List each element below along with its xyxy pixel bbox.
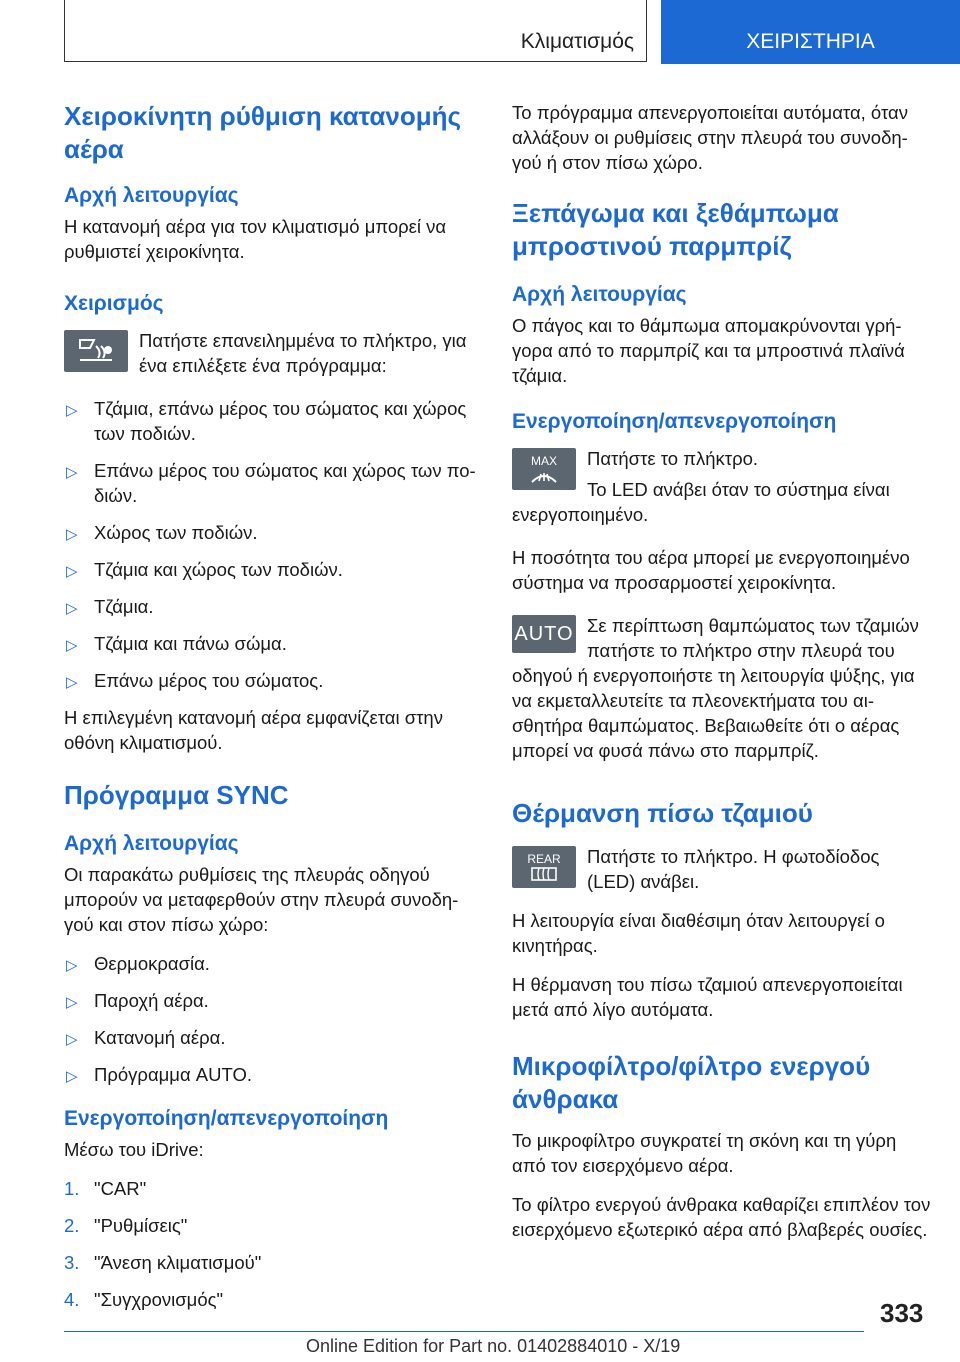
header-chapter-label: ΧΕΙΡΙΣΤΗΡΙΑ: [746, 30, 875, 53]
max-row: [512, 446, 932, 533]
text-operation: Πατήστε επανειλημμένα το πλήκτρο, για ένα επιλέξετε ένα πρόγραμμα:: [139, 330, 467, 376]
text-engine: Η λειτουργία είναι διαθέσιμη όταν λειτουργεί ο κινητήρας.: [512, 910, 885, 956]
list-item: 1. "CAR": [64, 1178, 147, 1199]
page-number: 333: [880, 1298, 924, 1328]
text-principle: Η κατανομή αέρα για τον κλιματισμό μπορεί να ρυθμιστεί χειροκίνητα.: [64, 216, 447, 262]
list-item: 3. "Άνεση κλιματισμού": [64, 1252, 262, 1273]
triangle-bullet-icon: ▷: [66, 674, 78, 691]
list-item: ▷ Πρόγραμμα AUTO.: [64, 1062, 484, 1087]
heading-operation: Χειρισμός: [64, 292, 164, 315]
header-box: [64, 0, 647, 62]
list-item: 2. "Ρυθμίσεις": [64, 1215, 188, 1236]
air-distribution-button-icon: [64, 330, 128, 372]
text-rear-press: Πατήστε το πλήκτρο. Η φωτοδίοδος (LED) ανάβει.: [587, 846, 880, 892]
list-item: ▷ Επάνω μέρος του σώματος και χώρος των πο-διών.: [66, 460, 476, 506]
triangle-bullet-icon: ▷: [66, 464, 78, 481]
list-item: ▷ Τζάμια και πάνω σώμα.: [64, 631, 484, 656]
list-item: ▷ Θερμοκρασία.: [64, 951, 484, 976]
rear-row: [512, 844, 932, 900]
max-defrost-button-icon: [512, 448, 576, 490]
text-press-button: Πατήστε το πλήκτρο.: [587, 448, 759, 469]
steps-list: [64, 1176, 484, 1312]
rear-heating-button-icon: [512, 846, 576, 888]
triangle-bullet-icon: ▷: [66, 402, 78, 419]
sync-list: [64, 951, 484, 1087]
heading-activation-defrost: Ενεργοποίηση/απενεργοποίηση: [512, 410, 837, 433]
text-principle-sync: Οι παρακάτω ρυθμίσεις της πλευράς οδηγού μπορούν να μεταφερθούν στην πλευρά συνοδη-γού και στον πίσω χώρο:: [64, 864, 459, 935]
max-icon-label: MAX: [530, 453, 557, 468]
footer-divider: [64, 1331, 864, 1332]
heading-principle-sync: Αρχή λειτουργίας: [64, 832, 239, 855]
auto-button-icon: [512, 615, 576, 653]
heading-principle-defrost: Αρχή λειτουργίας: [512, 283, 687, 306]
text-led: Το LED ανάβει όταν το σύστημα είναι ενεργοποιημένο.: [512, 479, 890, 525]
rear-icon-label: REAR: [527, 851, 561, 866]
title-sync-program: Πρόγραμμα SYNC: [64, 780, 289, 810]
list-item: ▷ Τζάμια.: [64, 594, 484, 619]
footer-edition: Online Edition for Part no. 01402884010 - X/19: [306, 1336, 681, 1356]
list-item: ▷ Κατανομή αέρα.: [64, 1025, 484, 1050]
text-filter-1: Το μικροφίλτρο συγκρατεί τη σκόνη και τη γύρη από τον εισερχόμενο αέρα.: [512, 1130, 897, 1176]
auto-icon-label: AUTO: [514, 622, 574, 645]
triangle-bullet-icon: ▷: [66, 637, 78, 654]
text-via-idrive: Μέσω του iDrive:: [64, 1139, 204, 1160]
triangle-bullet-icon: ▷: [66, 600, 78, 617]
text-display: Η επιλεγμένη κατανομή αέρα εμφανίζεται στην οθόνη κλιματισμού.: [64, 707, 443, 753]
auto-row: [512, 613, 932, 769]
list-item: ▷ Επάνω μέρος του σώματος.: [64, 668, 484, 693]
list-item: ▷ Τζάμια και χώρος των ποδιών.: [64, 557, 484, 582]
title-defrost: Ξεπάγωμα και ξεθάμπωμα μπροστινού παρμπρίζ: [512, 198, 839, 261]
triangle-bullet-icon: ▷: [66, 994, 78, 1011]
triangle-bullet-icon: ▷: [66, 1031, 78, 1048]
list-item: 4. "Συγχρονισμός": [64, 1289, 224, 1310]
heading-activation: Ενεργοποίηση/απενεργοποίηση: [64, 1107, 389, 1130]
header-chapter-tab[interactable]: [661, 0, 960, 64]
triangle-bullet-icon: ▷: [66, 957, 78, 974]
text-air-quantity: Η ποσότητα του αέρα μπορεί με ενεργοποιημένο σύστημα να προσαρμοστεί χειροκίνητα.: [512, 547, 910, 593]
triangle-bullet-icon: ▷: [66, 526, 78, 543]
title-microfilter: Μικροφίλτρο/φίλτρο ενεργού άνθρακα: [512, 1051, 871, 1114]
text-filter-2: Το φίλτρο ενεργού άνθρακα καθαρίζει επιπλέον τον εισερχόμενο εξωτερικό αέρα από βλαβερές ουσίες.: [512, 1194, 931, 1240]
header-section-title: Κλιματισμός: [520, 30, 634, 53]
right-column: [512, 100, 932, 1256]
text-auto-off: Το πρόγραμμα απενεργοποιείται αυτόματα, όταν αλλάξουν οι ρυθμίσεις στην πλευρά του συνοδη-γού ή στον πίσω χώρο.: [512, 102, 908, 173]
text-principle-defrost: Ο πάγος και το θάμπωμα απομακρύνονται γρή-γορα από το παρμπρίζ και τα μπροστινά πλαϊνά τζάμια.: [512, 315, 905, 386]
title-manual-air-distribution: Χειροκίνητη ρύθμιση κατανομής αέρα: [64, 101, 462, 164]
heading-principle: Αρχή λειτουργίας: [64, 184, 239, 207]
text-auto-fog: Σε περίπτωση θαμπώματος των τζαμιών πατήστε το πλήκτρο στην πλευρά του οδηγού ή ενεργοποιήστε τη λειτουργία ψύξης, για να εκμεταλλευτείτε τα πλεονεκτήματα του αι-σθητήρα θαμπώματος. Βεβαιωθείτε ότι ο αέρας μπορεί να φυσά πάνω στο παρμπρίζ.: [512, 615, 919, 761]
program-list: [64, 396, 484, 693]
text-rear-off: Η θέρμανση του πίσω τζαμιού απενεργοποιείται μετά από λίγο αυτόματα.: [512, 974, 903, 1020]
triangle-bullet-icon: ▷: [66, 563, 78, 580]
list-item: ▷ Χώρος των ποδιών.: [64, 520, 484, 545]
list-item: ▷ Παροχή αέρα.: [64, 988, 484, 1013]
title-rear-window-heating: Θέρμανση πίσω τζαμιού: [512, 798, 813, 828]
triangle-bullet-icon: ▷: [66, 1068, 78, 1085]
left-column: [64, 100, 484, 1324]
operation-row: [64, 328, 484, 384]
list-item: ▷ Τζάμια, επάνω μέρος του σώματος και χώρος των ποδιών.: [66, 398, 467, 444]
